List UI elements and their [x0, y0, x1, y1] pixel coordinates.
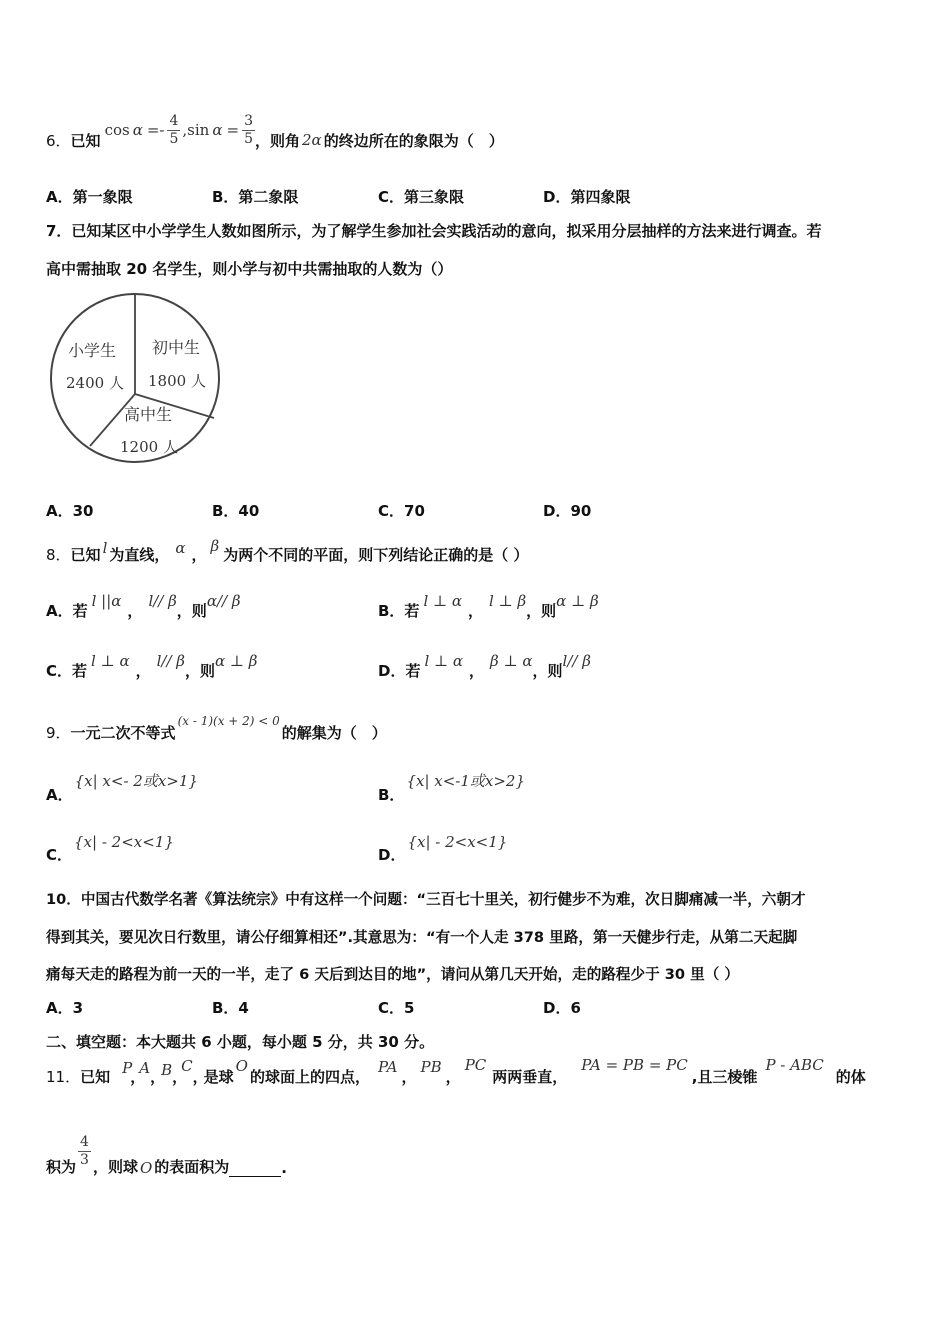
q8-a-m1: l ||α	[91, 591, 122, 610]
q8-a-m3: α// β	[206, 591, 241, 610]
q8-c-m2: l// β	[156, 651, 185, 670]
q6-option-c[interactable]: C．第三象限	[378, 188, 465, 206]
q11-PC: PC	[464, 1055, 487, 1074]
q6-frac2	[242, 113, 255, 148]
q8-option-a[interactable]	[46, 591, 241, 621]
q6-eq-minus: =-	[146, 121, 165, 139]
slice-count-high: 1200 人	[120, 438, 178, 456]
q11-stem-line1	[46, 1055, 866, 1087]
q8-c-m3: α ⊥ β	[214, 651, 258, 670]
q7-option-b[interactable]: B．40	[212, 502, 260, 520]
q10-line3: 痛每天走的路程为前一天的一半，走了 6 天后到达目的地”，请问从第几天开始，走的路程少于 30 里（ ）	[46, 966, 739, 983]
q11-text-c: 的球面上的四点，	[249, 1068, 370, 1086]
q8-d-m1: l ⊥ α	[424, 651, 464, 670]
q11-A: A	[139, 1058, 151, 1077]
q8-a-then: ，则	[176, 602, 207, 620]
q6-cos: cos	[104, 121, 130, 139]
q6-middle: ，则角	[254, 131, 300, 150]
q11-number: 11．	[46, 1068, 81, 1086]
q9-option-b[interactable]	[378, 770, 525, 805]
q11-answer-blank[interactable]	[229, 1164, 281, 1177]
q11-comma-2: ，	[150, 1068, 166, 1086]
q11-C: C	[181, 1056, 193, 1075]
q10-option-a[interactable]: A．3	[46, 999, 84, 1017]
q9-c-label: C．	[46, 846, 73, 864]
q11-comma-5: ，	[401, 1068, 417, 1086]
q11-PA: PA	[377, 1057, 398, 1076]
q7-line2: 高中需抽取 20 名学生，则小学与初中共需抽取的人数为（）	[46, 260, 453, 278]
q8-d-m2: β ⊥ α	[490, 651, 533, 670]
q8-c-m1: l ⊥ α	[91, 651, 130, 670]
q8-number: 8．	[46, 546, 71, 564]
section-heading-fill-in: 二、填空题：本大题共 6 小题，每小题 5 分，共 30 分。	[46, 1033, 435, 1051]
q9-d-label: D．	[378, 846, 406, 864]
q9-option-c[interactable]	[46, 830, 174, 865]
q8-a-sep: ，	[127, 602, 143, 620]
q9-number: 9．	[46, 724, 71, 742]
q8-b-m3: α ⊥ β	[556, 591, 599, 610]
q9-text-b: 的解集为（ ）	[281, 724, 387, 742]
q8-text-c: 为两个不同的平面，则下列结论正确的是（ ）	[223, 546, 529, 564]
q8-option-d[interactable]	[378, 651, 591, 681]
q6-prefix: 已知	[70, 131, 101, 150]
q7-line1: 7．已知某区中小学学生人数如图所示，为了解学生参加社会实践活动的意向，拟采用分层抽样的方法来进行调查。若	[46, 222, 822, 240]
q9-a-label: A．	[46, 786, 73, 804]
q7-option-c[interactable]: C．70	[378, 502, 425, 520]
q11-line2-c: 的表面积为	[154, 1158, 230, 1176]
q9-stem	[46, 713, 387, 743]
q11-frac-den: 3	[80, 1152, 89, 1168]
q11-equation: PA = PB = PC	[581, 1055, 688, 1074]
slice-count-middle: 1800 人	[148, 372, 206, 390]
q8-option-b[interactable]	[378, 591, 599, 621]
q11-line2-b: ，则球	[92, 1158, 138, 1176]
q11-text-f: 的体	[835, 1068, 866, 1086]
q8-d-then: ，则	[532, 662, 563, 680]
q11-line2-O: O	[139, 1159, 153, 1177]
q11-line2-a: 积为	[46, 1158, 77, 1176]
q8-alpha: α	[175, 538, 186, 557]
q11-B: B	[161, 1060, 173, 1079]
q11-fraction	[78, 1134, 91, 1169]
q11-stem-line2	[46, 1134, 287, 1177]
q9-a-set: {x| x<- 2或x>1}	[74, 772, 198, 790]
q11-text-d: 两两垂直，	[492, 1068, 568, 1086]
q8-c-sep: ，	[135, 662, 151, 680]
q11-text-a: 已知	[80, 1068, 111, 1086]
q8-l: l	[102, 538, 108, 557]
q11-pyramid: P - ABC	[765, 1055, 824, 1074]
q10-option-b[interactable]: B．4	[212, 999, 249, 1017]
q9-b-label: B．	[378, 786, 405, 804]
q8-text-b: 为直线，	[109, 546, 170, 564]
q6-sin: ,sin	[182, 121, 210, 139]
q9-d-set: {x| - 2<x<1}	[407, 833, 508, 851]
q9-option-d[interactable]	[378, 830, 507, 865]
slice-label-primary: 小学生	[68, 341, 117, 360]
q9-b-set: {x| x<-1或x>2}	[406, 772, 526, 790]
q8-text-a: 已知	[70, 546, 101, 564]
q11-end: .	[281, 1159, 287, 1177]
q11-O: O	[235, 1056, 248, 1075]
q8-a-label: A．若	[46, 602, 88, 620]
q8-b-m1: l ⊥ α	[423, 591, 463, 610]
q11-text-e: ,且三棱锥	[691, 1068, 758, 1086]
slice-label-middle: 初中生	[152, 338, 201, 357]
q11-comma-6: ，	[445, 1068, 461, 1086]
q9-text-a: 一元二次不等式	[70, 724, 176, 742]
q10-line1: 10．中国古代数学名著《算法统宗》中有这样一个问题：“三百七十里关，初行健步不为难，次日脚痛减一半，六朝才	[46, 891, 806, 908]
q8-b-m2: l ⊥ β	[489, 591, 527, 610]
q11-comma-4: ，	[192, 1068, 208, 1086]
q7-option-d[interactable]: D．90	[543, 502, 592, 520]
q6-stem	[46, 112, 504, 156]
q8-beta: β	[210, 536, 220, 555]
q6-number: 6．	[46, 131, 71, 150]
q8-comma: ，	[191, 546, 207, 564]
q8-stem	[46, 536, 529, 565]
q8-option-c[interactable]	[46, 651, 258, 681]
q8-c-label: C．若	[46, 662, 88, 680]
q8-d-m3: l// β	[562, 651, 591, 670]
q9-c-set: {x| - 2<x<1}	[74, 833, 174, 851]
q11-comma-1: ，	[130, 1068, 146, 1086]
q10-option-c[interactable]: C．5	[378, 999, 415, 1017]
q6-option-a[interactable]: A．第一象限	[46, 188, 133, 206]
q6-two-alpha: 2α	[302, 131, 322, 149]
q8-a-m2: l// β	[148, 591, 177, 610]
q11-text-b: 是球	[203, 1068, 234, 1086]
q6-frac1	[167, 113, 180, 148]
q6-option-b[interactable]: B．第二象限	[212, 188, 299, 206]
q8-b-sep: ，	[468, 602, 484, 620]
q7-option-a[interactable]: A．30	[46, 502, 94, 520]
q6-alpha: α	[132, 121, 143, 139]
q8-b-then: ，则	[526, 602, 557, 620]
q7-pie-chart	[48, 290, 228, 470]
q6-frac1-den: 5	[169, 130, 179, 147]
q6-frac2-num: 3	[244, 112, 253, 129]
q6-frac2-den: 5	[244, 130, 253, 147]
q11-PB: PB	[420, 1057, 442, 1076]
q6-option-d[interactable]: D．第四象限	[543, 188, 631, 206]
q6-suffix: 的终边所在的象限为（ ）	[323, 131, 504, 150]
q11-comma-3: ，	[172, 1068, 188, 1086]
q11-P: P	[122, 1058, 133, 1077]
q9-inequality: (x - 1)(x + 2) < 0	[177, 713, 280, 728]
q8-b-label: B．若	[378, 602, 420, 620]
q6-frac1-num: 4	[169, 112, 179, 129]
q8-c-then: ，则	[184, 662, 215, 680]
q11-frac-num: 4	[80, 1134, 89, 1150]
q10-option-d[interactable]: D．6	[543, 999, 581, 1017]
q8-d-label: D．若	[378, 662, 421, 680]
slice-count-primary: 2400 人	[66, 374, 124, 392]
q10-line2: 得到其关，要见次日行数里，请公仔细算相还”.其意思为：“有一个人走 378 里路，第一天健步行走，从第二天起脚	[46, 929, 798, 946]
q6-alpha-2: α	[212, 121, 223, 139]
slice-label-high: 高中生	[124, 405, 173, 424]
q8-d-sep: ，	[469, 662, 485, 680]
q9-option-a[interactable]	[46, 770, 198, 805]
q6-eq: =	[226, 121, 240, 139]
